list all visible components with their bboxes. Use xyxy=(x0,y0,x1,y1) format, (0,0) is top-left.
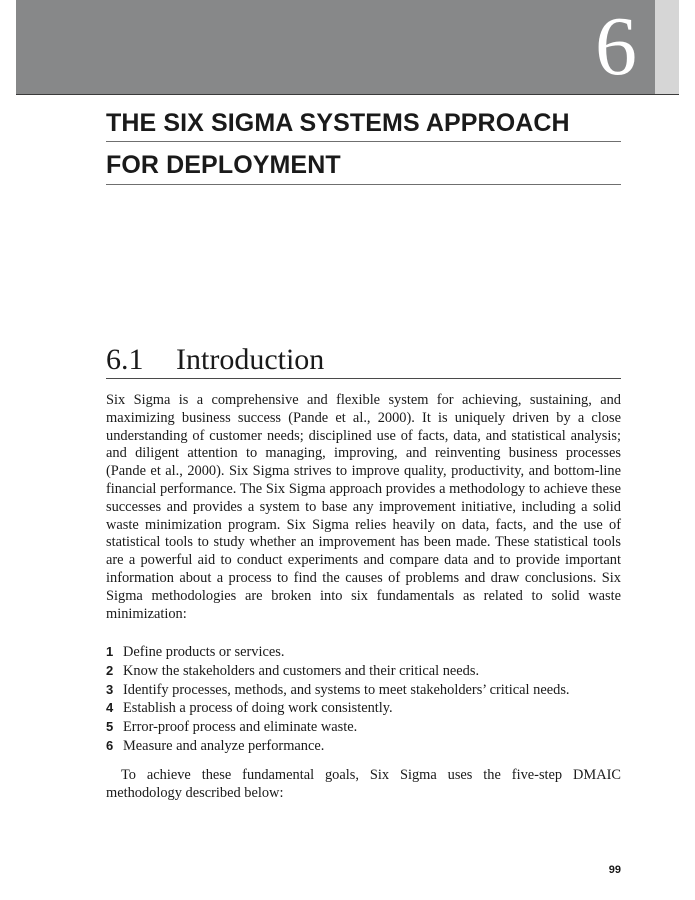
list-item-number: 2 xyxy=(106,662,114,678)
list-item xyxy=(106,643,621,662)
list-item xyxy=(106,662,621,681)
chapter-header-band xyxy=(16,0,655,94)
list-item xyxy=(106,699,621,718)
section-heading xyxy=(106,341,621,379)
list-item-number: 6 xyxy=(106,737,114,753)
list-item-text: Measure and analyze performance. xyxy=(123,737,325,754)
chapter-title-rule-1 xyxy=(106,141,621,142)
list-item xyxy=(106,737,621,756)
list-item-text: Know the stakeholders and customers and their critical needs. xyxy=(123,662,480,679)
section-title: Introduction xyxy=(176,343,325,376)
section-rule xyxy=(106,378,621,379)
list-item-number: 5 xyxy=(106,719,114,735)
page-number: 99 xyxy=(608,864,621,876)
list-item-number: 4 xyxy=(106,700,114,716)
list-item-number: 3 xyxy=(106,681,114,697)
list-item-text: Establish a process of doing work consistently. xyxy=(123,700,393,717)
chapter-number: 6 xyxy=(595,0,637,93)
list-item xyxy=(106,718,621,737)
list-item-text: Error-proof process and eliminate waste. xyxy=(123,719,358,736)
list-item xyxy=(106,681,621,700)
intro-paragraph: Six Sigma is a comprehensive and flexible system for achieving, sustaining, and maximizing business success (Pande et al., 2000). It is uniquely driven by a close understanding of customer needs; disciplined use of facts, data, and statistical analysis; and diligent attention to managing, improving, and reinventing business processes (Pande et al., 2000). Six Sigma strives to improve quality, productivity, and bottom-line financial performance. The Six Sigma approach provides a methodology to achieve these successes and provides a system to base any improvement initiative, including a solid waste minimization program. Six Sigma relies heavily on data, facts, and the use of statistical tools to study whether an improvement has been made. These statistical tools are a powerful aid to conduct experiments and compare data and to provide important information about a process to find the causes of problems and draw conclusions. Six Sigma methodologies are broken into six fundamentals as related to solid waste minimization: xyxy=(106,392,621,622)
chapter-title-line-2: FOR DEPLOYMENT xyxy=(106,151,341,179)
chapter-title-line-1: THE SIX SIGMA SYSTEMS APPROACH xyxy=(106,109,570,137)
closing-paragraph: To achieve these fundamental goals, Six Sigma uses the five-step DMAIC methodology described below: xyxy=(106,767,621,801)
section-number: 6.1 xyxy=(106,343,144,376)
chapter-header-tab xyxy=(655,0,679,94)
list-item-text: Define products or services. xyxy=(123,644,285,660)
list-item-text: Identify processes, methods, and systems to meet stakeholders’ critical needs. xyxy=(123,681,570,698)
fundamentals-list xyxy=(106,643,621,756)
chapter-title-rule-2 xyxy=(106,184,621,185)
list-item-number: 1 xyxy=(106,644,114,659)
header-divider xyxy=(16,94,679,95)
